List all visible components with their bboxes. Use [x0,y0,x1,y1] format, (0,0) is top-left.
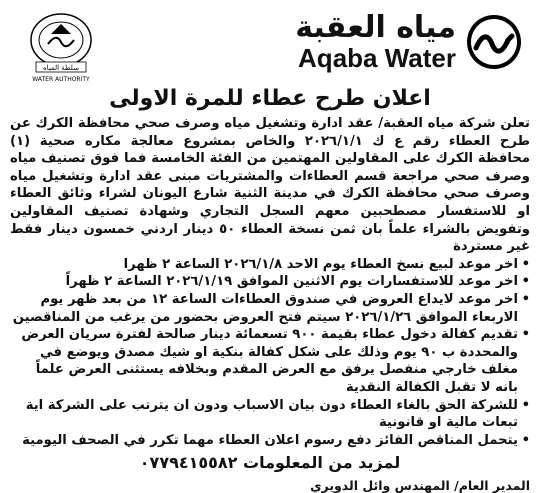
seal-en-text: WATER AUTHORITY [32,76,90,83]
brand-name-en: Aqaba Water [298,43,456,73]
brand [295,12,524,72]
water-authority-seal-icon [18,6,104,86]
brand-name-ar: مياه العقبة [295,10,456,45]
term-sale-deadline: • اخر موعد لبيع نسخ العطاء يوم الاحد ٢٠٢٦/١/٨ الساعة ٢ ظهرا [10,256,530,274]
aqaba-water-logo-icon [464,12,524,72]
terms-list [10,256,530,450]
intro-paragraph: تعلن شركة مياه العقبة/ عقد ادارة وتشغيل مياه وصرف صحي محافظة الكرك عن طرح العطاء رقم ع ك ٢٠٢٦/١/١ والخاص بمشروع معالجة مكاره صحية (١) محافظة الكرك على المقاولين المهتمين من الفئة الخامسة فما فوق تصنيف مياه وصرف صحي مراجعة قسم العطاءات والمشتريات مبنى عقد ادارة وتشغيل مياه وصرف صحي محافظة الكرك في مدينة الثنية شارع اليونان لشراء وثائق العطاء او للاستفسار مصطحبين معهم السجل التجاري وشهادة تصنيف المقاولين وتفويض بالشراء علماً بان ثمن نسخة العطاء ٥٠ دينار اردني خمسون دينار فقط غير مستردة [10,116,530,255]
announcement-body [10,115,530,256]
term-inquiry-deadline: • اخر موعد للاستفسارات يوم الاثنين الموافق ٢٠٢٦/١/١٩ الساعة ٢ ظهراً [10,273,530,291]
term-bid-bond: • تقديم كفالة دخول عطاء بقيمة ٩٠٠ تسعمائة دينار صالحة لفترة سريان العرض والمحددة ب ٩٠ يوم وذلك على شكل كفالة بنكية او شيك مصدق ويوضع في مغلف خارجي منفصل يرفق مع العرض المقدم وبخلافه يستثنى العرض علماً بانه لا تقبل الكفالة النقدية [10,326,530,396]
term-cancel-right: • للشركة الحق بالغاء العطاء دون بيان الاسباب ودون ان يترتب على الشركة اية تبعات مالية او قانونية [10,397,530,432]
term-submission-deadline: • اخر موعد لايداع العروض في صندوق العطاءات الساعة ١٢ من بعد ظهر يوم الاربعاء الموافق ٢٠٢٦/١/٢٦ سيتم فتح العروض بحضور من يرغب من المناقصين [10,291,530,326]
header [10,6,530,86]
seal-ar-text: سلطة المياه [43,64,79,72]
signature: المدير العام/ المهندس وائل الدويري [310,478,530,493]
more-info-phone: لمزيد من المعلومات ٠٧٧٩٤١٥٥٨٢ [139,453,401,473]
term-ad-fees: • يتحمل المناقص الفائز دفع رسوم اعلان العطاء مهما تكرر في الصحف اليومية [10,432,530,450]
brand-text [295,12,456,72]
announcement-title: اعلان طرح عطاء للمرة الاولى [109,86,431,111]
